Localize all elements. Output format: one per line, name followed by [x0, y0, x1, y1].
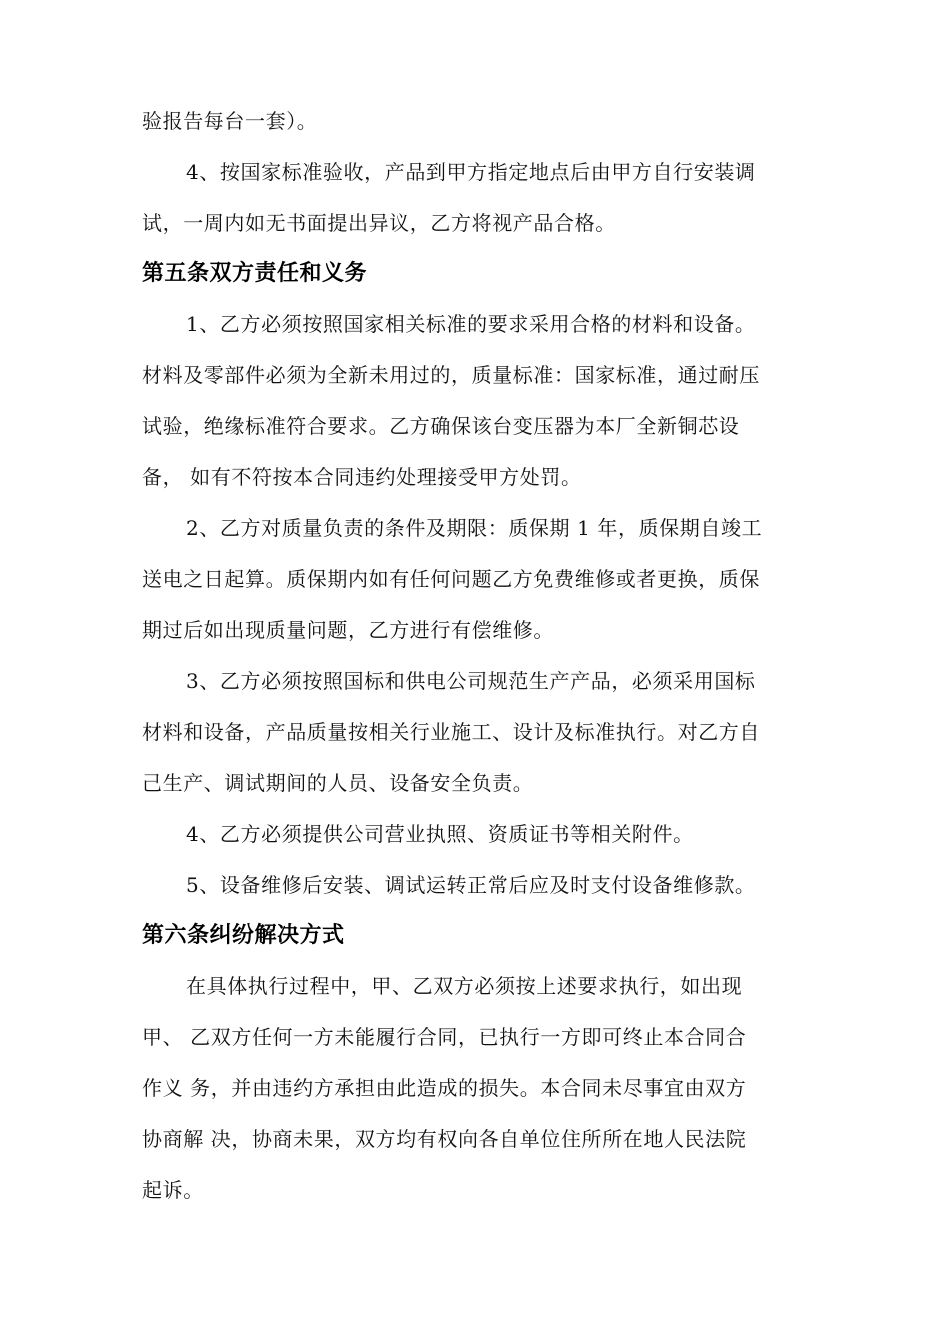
section5-item1-line3: 试验，绝缘标准符合要求。乙方确保该台变压器为本厂全新铜芯设	[142, 414, 740, 438]
section5-item1-line2: 材料及零部件必须为全新未用过的，质量标准：国家标准，通过耐压	[142, 363, 760, 387]
section6-para-line2: 甲、 乙双方任何一方未能履行合同，已执行一方即可终止本合同合	[142, 1025, 747, 1049]
section4-item4-line2: 试，一周内如无书面提出异议，乙方将视产品合格。	[142, 211, 616, 235]
section5-item2-line3: 期过后如出现质量问题，乙方进行有偿维修。	[142, 618, 554, 642]
section6-heading: 第六条纠纷解决方式	[142, 923, 345, 948]
section6-para-line4: 协商解 决，协商未果，双方均有权向各自单位住所所在地人民法院	[142, 1127, 747, 1151]
section6-para-line3: 作义 务，并由违约方承担由此造成的损失。本合同未尽事宜由双方	[142, 1076, 747, 1100]
section5-heading: 第五条双方责任和义务	[142, 261, 368, 286]
section5-item1-line4: 备， 如有不符按本合同违约处理接受甲方处罚。	[142, 465, 582, 489]
section5-item3-line1: 3、乙方必须按照国标和供电公司规范生产产品，必须采用国标	[186, 669, 756, 693]
section5-item5-line1: 5、设备维修后安装、调试运转正常后应及时支付设备维修款。	[186, 873, 756, 897]
section5-item1-line1: 1、乙方必须按照国家相关标准的要求采用合格的材料和设备。	[186, 312, 756, 336]
document-body	[142, 96, 822, 1216]
section4-tail-line: 验报告每台一套）。	[142, 109, 318, 133]
section5-item2-line2: 送电之日起算。质保期内如有任何问题乙方免费维修或者更换，质保	[142, 567, 760, 591]
section5-item3-line3: 己生产、调试期间的人员、设备安全负责。	[142, 771, 534, 795]
section5-item3-line2: 材料和设备，产品质量按相关行业施工、设计及标准执行。对乙方自	[142, 720, 760, 744]
section6-para-line5: 起诉。	[142, 1178, 204, 1202]
section5-item2-line1: 2、乙方对质量负责的条件及期限：质保期 1 年，质保期自竣工	[186, 516, 763, 540]
section4-item4-line1: 4、按国家标准验收，产品到甲方指定地点后由甲方自行安装调	[186, 160, 756, 184]
section6-para-line1: 在具体执行过程中，甲、乙双方必须按上述要求执行，如出现	[186, 974, 743, 998]
section5-item4-line1: 4、乙方必须提供公司营业执照、资质证书等相关附件。	[186, 822, 694, 846]
